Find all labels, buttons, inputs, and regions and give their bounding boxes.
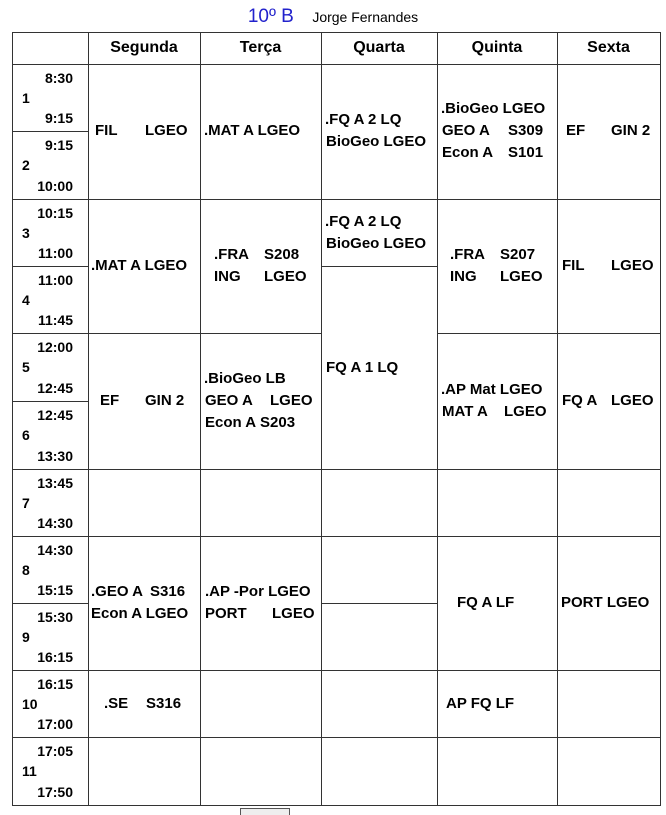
grid-line xyxy=(321,32,322,806)
class-text: LGEO xyxy=(264,268,307,285)
period-start: 8:30 xyxy=(44,70,73,86)
period-end: 12:45 xyxy=(37,380,73,396)
class-text: .MAT A LGEO xyxy=(204,122,301,139)
period-start: 17:05 xyxy=(37,743,73,759)
class-text: S101 xyxy=(508,144,544,161)
class-text: ING xyxy=(450,268,477,285)
class-text: LGEO xyxy=(270,392,313,409)
period-start: 9:15 xyxy=(44,137,73,153)
class-text: S203 xyxy=(260,414,296,431)
period-start: 12:45 xyxy=(37,407,73,423)
class-text: .MAT A LGEO xyxy=(91,257,188,274)
class-text: GIN 2 xyxy=(145,392,185,409)
class-text: AP FQ LF xyxy=(446,695,515,712)
grid-line xyxy=(12,670,660,671)
period-end: 13:30 xyxy=(37,448,73,464)
day-header: Segunda xyxy=(110,39,178,56)
class-text: Econ A LGEO xyxy=(91,605,189,622)
grid-line xyxy=(88,32,89,806)
class-text: Econ A xyxy=(205,414,257,431)
class-text: LGEO xyxy=(145,122,188,139)
class-text: PORT xyxy=(205,605,247,622)
period-end: 16:15 xyxy=(37,649,73,665)
class-text: Econ A xyxy=(442,144,494,161)
period-number: 5 xyxy=(22,359,30,375)
period-start: 12:00 xyxy=(37,339,73,355)
day-header: Quarta xyxy=(353,39,405,56)
day-header: Sexta xyxy=(587,39,630,56)
class-text: LGEO xyxy=(500,268,543,285)
class-text: GIN 2 xyxy=(611,122,651,139)
period-end: 15:15 xyxy=(37,582,73,598)
day-header: Terça xyxy=(239,39,282,56)
class-text: .FQ A 2 LQ xyxy=(325,111,402,128)
grid-line xyxy=(12,32,13,806)
period-start: 14:30 xyxy=(37,542,73,558)
class-text: EF xyxy=(566,122,586,139)
class-text: S316 xyxy=(146,695,182,712)
grid-line xyxy=(12,805,660,806)
grid-line xyxy=(12,64,660,65)
grid-line xyxy=(321,603,437,604)
period-number: 2 xyxy=(22,157,30,173)
class-text: LGEO xyxy=(611,257,654,274)
day-header: Quinta xyxy=(471,39,523,56)
grid-line xyxy=(12,536,660,537)
grid-line xyxy=(12,199,660,200)
grid-line xyxy=(12,469,660,470)
period-start: 11:00 xyxy=(37,272,73,288)
period-number: 8 xyxy=(22,561,30,578)
period-end: 17:00 xyxy=(37,716,73,732)
grid-line xyxy=(200,32,201,806)
class-text: FQ A LF xyxy=(457,594,515,611)
teacher-name: Jorge Fernandes xyxy=(312,9,419,25)
class-text: BioGeo LGEO xyxy=(326,133,427,150)
grid-line xyxy=(12,737,660,738)
class-text: S207 xyxy=(500,246,536,263)
period-start: 13:45 xyxy=(37,475,73,491)
class-text: .SE xyxy=(104,695,129,712)
class-text: S309 xyxy=(508,122,544,139)
grid-line xyxy=(12,131,88,132)
grid-line xyxy=(12,266,88,267)
period-number: 6 xyxy=(22,427,30,443)
class-text: .FRA xyxy=(214,246,249,263)
class-text: .BioGeo LGEO xyxy=(441,100,546,117)
period-number: 11 xyxy=(22,763,37,779)
class-text: PORT LGEO xyxy=(561,594,650,611)
class-text: EF xyxy=(100,392,120,409)
class-text: LGEO xyxy=(272,605,315,622)
class-text: .FRA xyxy=(450,246,485,263)
grid-line xyxy=(321,266,437,267)
period-number: 9 xyxy=(22,628,30,645)
period-number: 3 xyxy=(22,224,30,241)
grid-line xyxy=(437,32,438,806)
period-number: 7 xyxy=(22,494,30,511)
class-text: S316 xyxy=(150,583,186,600)
class-text: .AP Mat LGEO xyxy=(441,381,543,398)
grid-line xyxy=(557,32,558,806)
class-text: ING xyxy=(214,268,241,285)
class-text: MAT A xyxy=(442,403,488,420)
period-end: 11:45 xyxy=(37,312,73,328)
period-end: 11:00 xyxy=(37,245,73,261)
class-text: .FQ A 2 LQ xyxy=(325,213,402,230)
period-start: 15:30 xyxy=(37,609,73,625)
period-number: 4 xyxy=(22,291,30,308)
class-text: GEO A xyxy=(442,122,490,139)
class-text: LGEO xyxy=(504,403,547,420)
period-number: 1 xyxy=(22,89,30,106)
period-end: 14:30 xyxy=(37,515,73,531)
class-text: .BioGeo LB xyxy=(204,370,286,387)
class-text: GEO A xyxy=(205,392,253,409)
period-start: 16:15 xyxy=(37,676,73,692)
class-text: FIL xyxy=(95,122,118,139)
period-end: 10:00 xyxy=(37,178,73,194)
class-text: FQ A xyxy=(562,392,598,409)
period-number: 10 xyxy=(22,695,38,712)
class-text: FIL xyxy=(562,257,585,274)
class-text: LGEO xyxy=(611,392,654,409)
class-text: BioGeo LGEO xyxy=(326,235,427,252)
grid-line xyxy=(660,32,661,806)
class-text: .AP -Por LGEO xyxy=(205,583,311,600)
merge-mask xyxy=(322,333,437,334)
grid-line xyxy=(12,603,88,604)
class-name: 10º B xyxy=(247,6,294,27)
grid-line xyxy=(12,32,660,33)
period-end: 9:15 xyxy=(44,110,73,126)
grid-line xyxy=(12,401,88,402)
period-end: 17:50 xyxy=(37,784,73,800)
class-text: .GEO A xyxy=(91,583,143,600)
class-text: FQ A 1 LQ xyxy=(326,359,399,376)
class-text: S208 xyxy=(264,246,300,263)
period-start: 10:15 xyxy=(37,205,73,221)
